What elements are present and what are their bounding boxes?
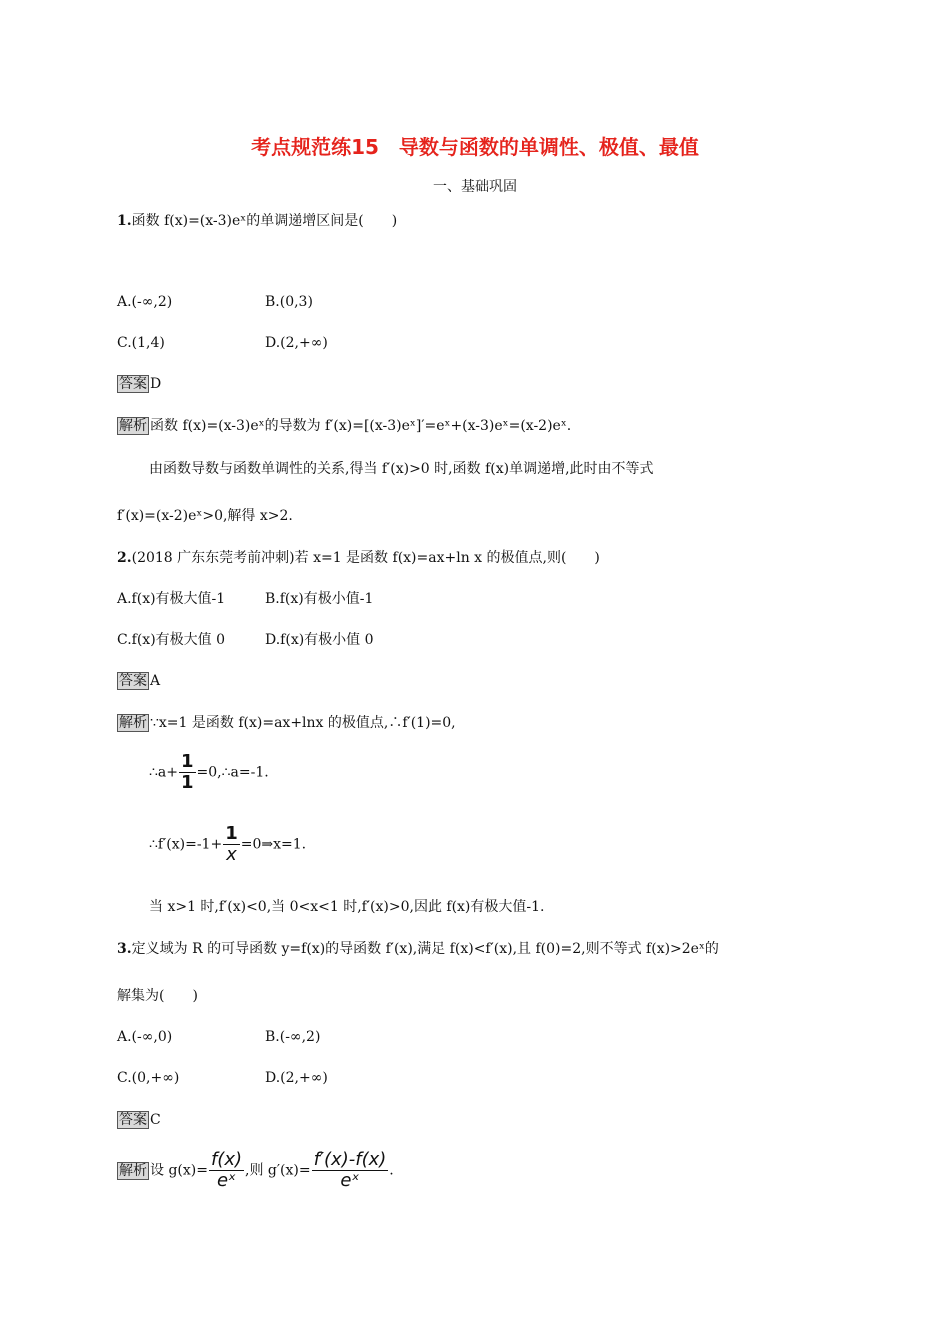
analysis-label: 解析 [119, 1162, 147, 1179]
fraction-numerator: 1 [180, 751, 194, 772]
question-number: 1. [117, 213, 132, 229]
q1-analysis-line-1 [117, 417, 571, 435]
question-text: 定义域为 R 的可导函数 y=f(x)的导函数 f′(x),满足 f(x)<f′(x),且 f(0)=2,则不等式 f(x)>2eˣ的 [131, 941, 719, 957]
equation-prefix: ∴a+ [149, 764, 178, 781]
fraction-numerator: 1 [225, 823, 238, 844]
fraction-numerator: f(x) [210, 1149, 243, 1170]
section-heading: 一、基础巩固 [433, 179, 517, 195]
option-b: B.(-∞,2) [265, 1029, 321, 1045]
question-number: 2. [117, 550, 132, 566]
q2-answer [117, 672, 160, 690]
q1-options-row-2 [117, 334, 413, 352]
q1-options-row-1 [117, 293, 413, 311]
answer-value: A [150, 673, 161, 689]
option-b: B.(0,3) [265, 294, 313, 310]
q3-analysis-line-1 [117, 1150, 394, 1191]
option-d: D.(2,+∞) [265, 1070, 328, 1086]
option-b: B.f(x)有极小值-1 [265, 591, 374, 607]
q2-analysis-line-1 [117, 714, 456, 732]
q2-options-row-2 [117, 631, 413, 649]
question-2-stem [117, 549, 600, 567]
fraction [179, 752, 196, 793]
q2-options-row-1 [117, 590, 413, 608]
q3-answer [117, 1111, 161, 1129]
fraction-denominator: eˣ [216, 1170, 237, 1191]
analysis-text: ,则 g′(x)= [245, 1162, 311, 1179]
fraction [312, 1150, 389, 1191]
q2-analysis-line-2 [149, 752, 269, 793]
answer-value: D [150, 376, 162, 392]
analysis-text: 函数 f(x)=(x-3)eˣ的导数为 f′(x)=[(x-3)eˣ]′=eˣ+(x-3)eˣ=(x-2)eˣ. [150, 418, 572, 434]
q3-options-row-2 [117, 1069, 413, 1087]
q2-analysis-line-4: 当 x>1 时,f′(x)<0,当 0<x<1 时,f′(x)>0,因此 f(x)有极大值-1. [149, 899, 545, 915]
analysis-label: 解析 [119, 715, 147, 731]
option-a: A.f(x)有极大值-1 [117, 591, 226, 607]
option-c: C.f(x)有极大值 0 [117, 632, 226, 648]
answer-label: 答案 [119, 673, 147, 689]
fraction [209, 1150, 244, 1191]
analysis-text: . [389, 1162, 394, 1179]
q1-answer [117, 375, 161, 393]
question-3-stem [117, 940, 719, 958]
q2-analysis-line-3 [149, 824, 306, 865]
option-c: C.(0,+∞) [117, 1070, 180, 1086]
q1-analysis-line-3: f′(x)=(x-2)eˣ>0,解得 x>2. [117, 508, 293, 524]
question-text: 函数 f(x)=(x-3)eˣ的单调递增区间是( ) [131, 213, 398, 229]
question-1-stem [117, 212, 397, 230]
analysis-label: 解析 [119, 418, 147, 434]
question-number: 3. [117, 941, 132, 957]
equation-suffix: =0⇒x=1. [240, 836, 307, 853]
answer-label: 答案 [119, 1112, 147, 1128]
fraction-denominator: 1 [180, 772, 194, 793]
answer-label: 答案 [119, 376, 147, 392]
fraction [223, 824, 240, 865]
fraction-denominator: eˣ [340, 1170, 360, 1191]
option-a: A.(-∞,0) [117, 1029, 173, 1045]
answer-value: C [150, 1112, 161, 1128]
page-title: 考点规范练15 导数与函数的单调性、极值、最值 [251, 135, 699, 159]
option-d: D.(2,+∞) [265, 335, 328, 351]
fraction-denominator: x [226, 844, 237, 865]
analysis-text: ∵x=1 是函数 f(x)=ax+lnx 的极值点,∴f′(1)=0, [150, 715, 456, 731]
option-c: C.(1,4) [117, 335, 165, 351]
question-3-stem-cont: 解集为( ) [117, 988, 198, 1004]
equation-suffix: =0,∴a=-1. [196, 764, 269, 781]
fraction-numerator: f′(x)-f(x) [313, 1149, 387, 1170]
analysis-text: 设 g(x)= [150, 1162, 208, 1179]
q3-options-row-1 [117, 1028, 413, 1046]
question-text: (2018 广东东莞考前冲刺)若 x=1 是函数 f(x)=ax+ln x 的极值点,则( ) [131, 550, 600, 566]
q1-analysis-line-2: 由函数导数与函数单调性的关系,得当 f′(x)>0 时,函数 f(x)单调递增,此时由不等式 [149, 461, 654, 477]
option-a: A.(-∞,2) [117, 294, 173, 310]
equation-prefix: ∴f′(x)=-1+ [149, 836, 223, 853]
option-d: D.f(x)有极小值 0 [265, 632, 374, 648]
